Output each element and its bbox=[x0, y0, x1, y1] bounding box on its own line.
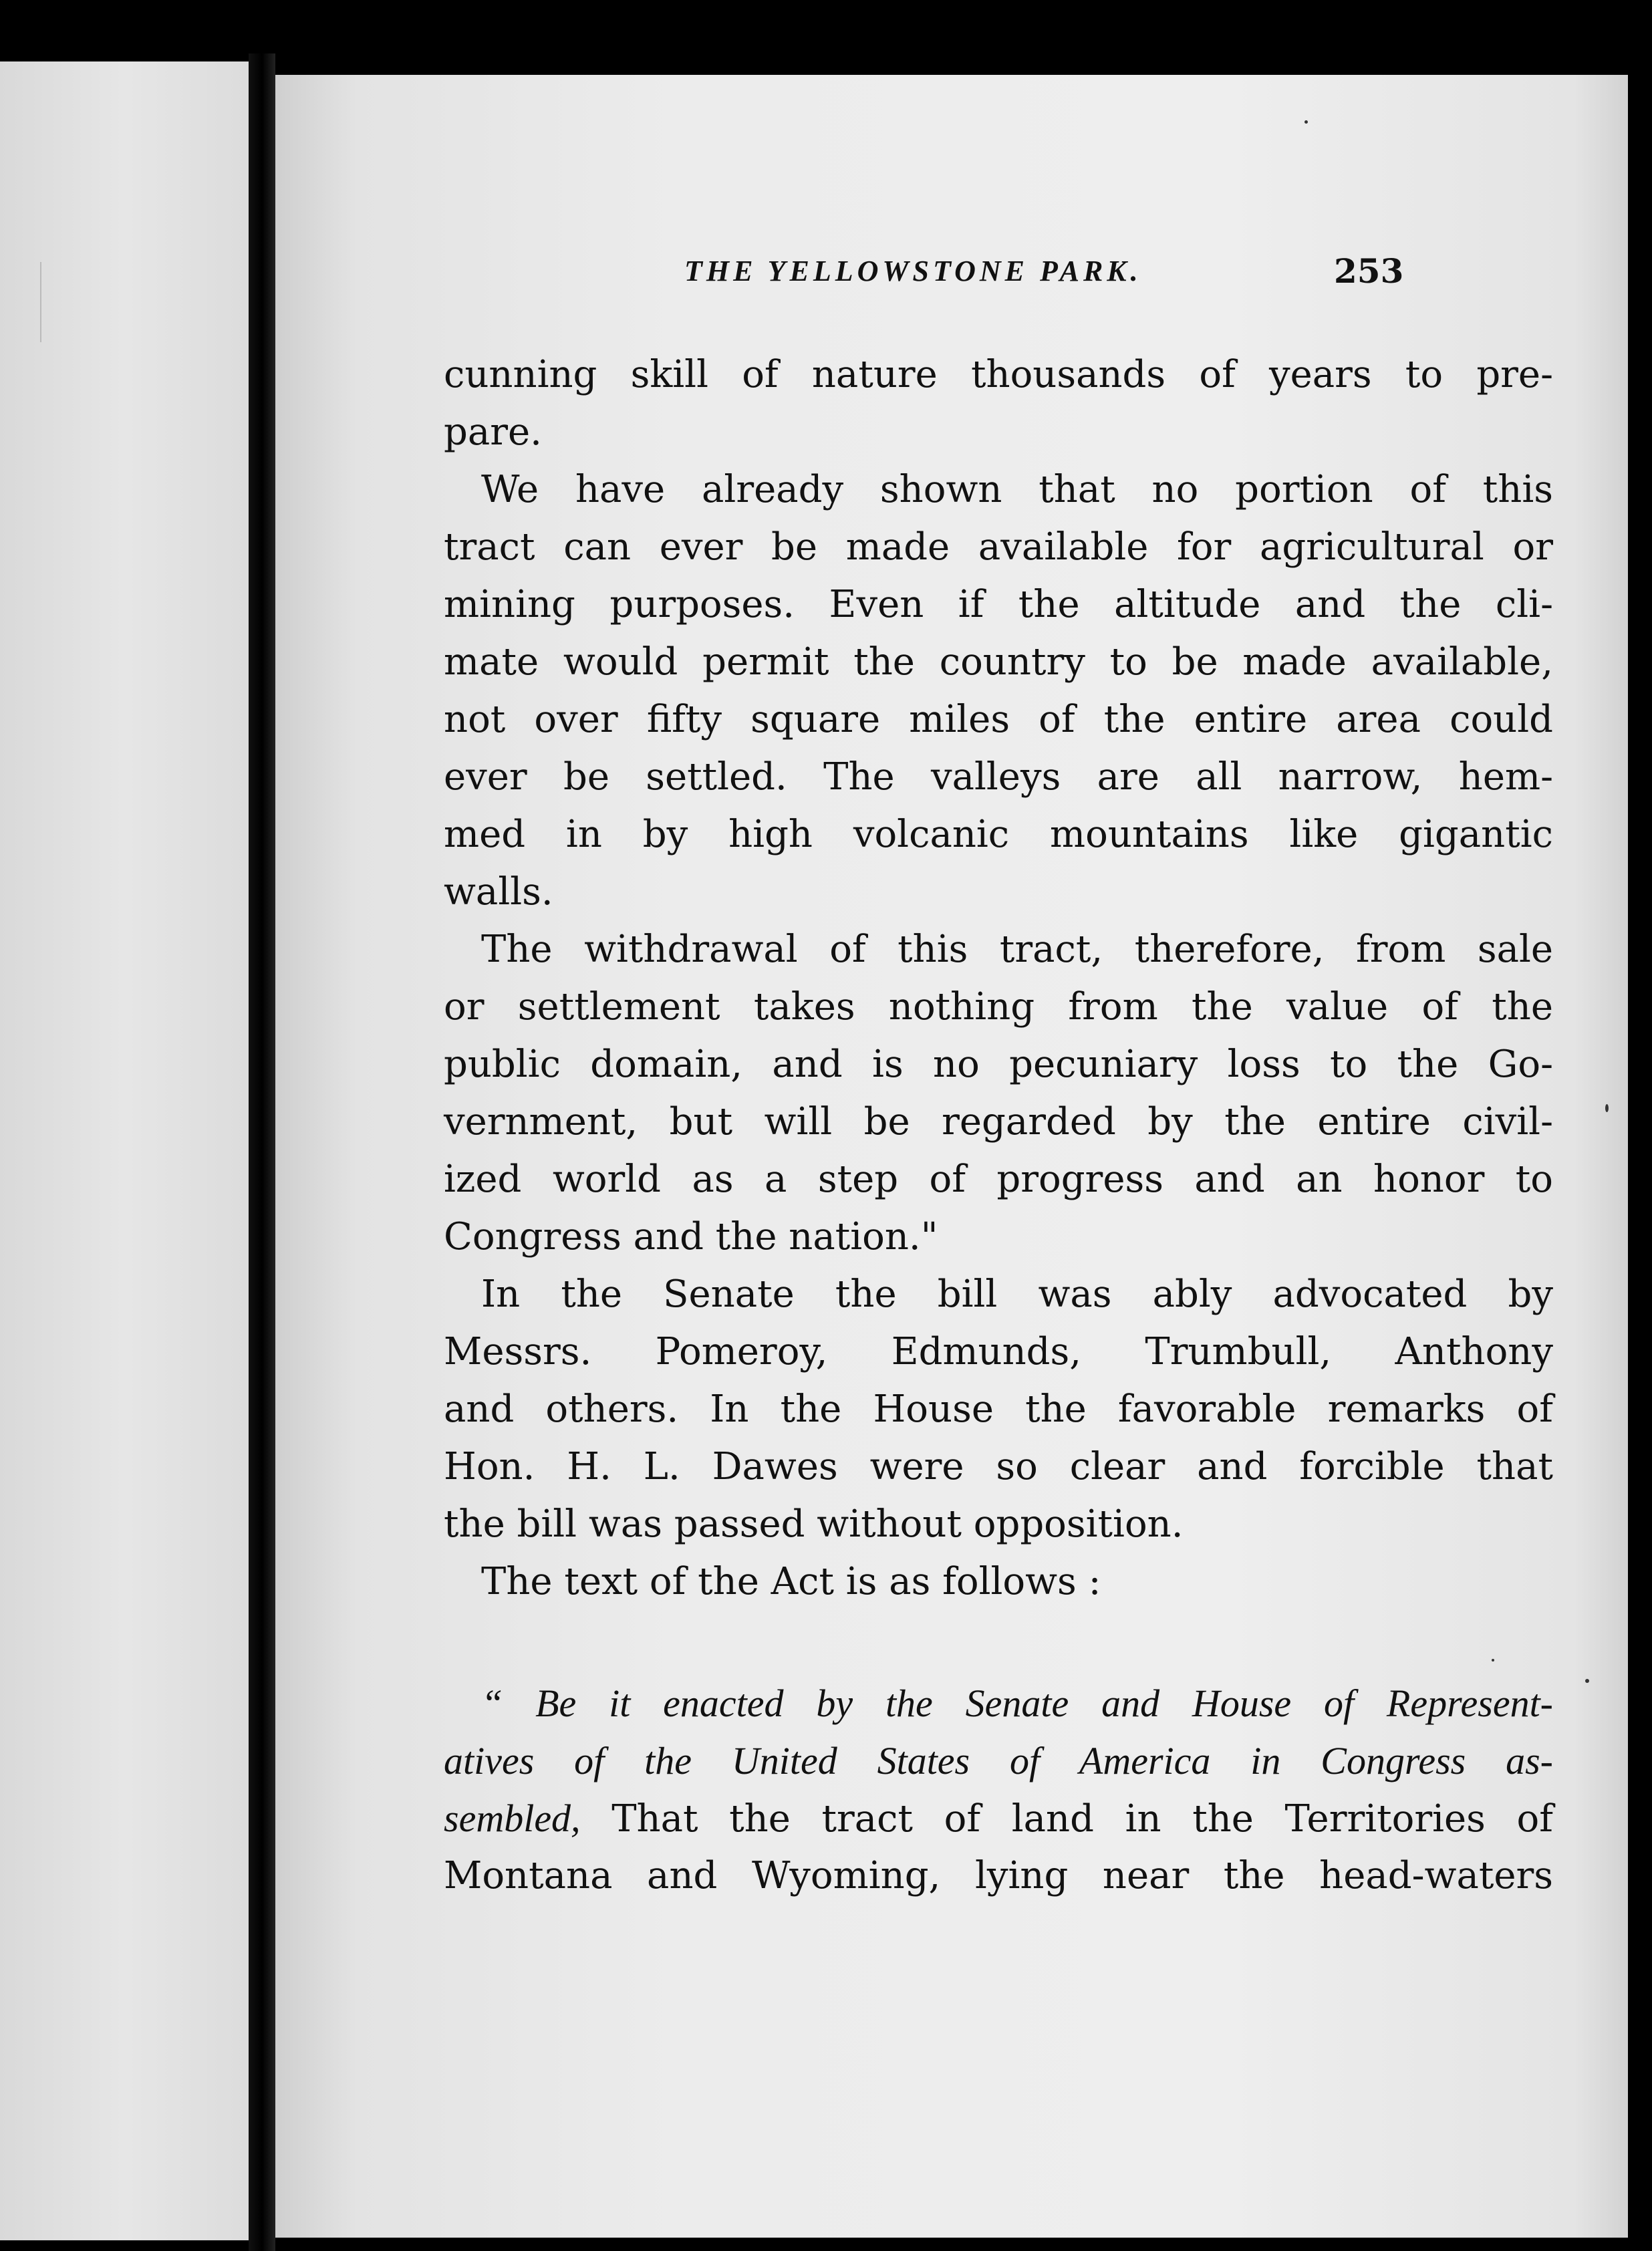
section-gap bbox=[444, 1611, 1553, 1675]
text-line: public domain, and is no pecuniary loss to the Go- bbox=[444, 1043, 1553, 1086]
previous-page-edge bbox=[0, 61, 249, 2240]
text-line: We have already shown that no portion of this bbox=[481, 468, 1553, 511]
text-line: Hon. H. L. Dawes were so clear and forcible that bbox=[444, 1445, 1553, 1488]
text-line: med in by high volcanic mountains like gigantic bbox=[444, 813, 1553, 856]
text-line: ever be settled. The valleys are all narrow, hem- bbox=[444, 755, 1553, 799]
act-line: Montana and Wyoming, lying near the head-waters bbox=[444, 1854, 1553, 1897]
text-line: Congress and the nation." bbox=[444, 1215, 938, 1259]
text-line: The text of the Act is as follows : bbox=[481, 1560, 1101, 1603]
text-line: mate would permit the country to be made available, bbox=[444, 640, 1553, 684]
text-line: walls. bbox=[444, 870, 553, 914]
text-line: The withdrawal of this tract, therefore, from sale bbox=[481, 928, 1553, 971]
act-line: atives of the United States of America in Congress as- bbox=[444, 1739, 1553, 1782]
act-line-italic: sembled, bbox=[444, 1797, 581, 1840]
act-line-roman: That the tract of land in the Territories of bbox=[580, 1797, 1553, 1841]
running-head bbox=[275, 251, 1628, 307]
book-gutter bbox=[249, 53, 275, 2251]
text-line: mining purposes. Even if the altitude and the cli- bbox=[444, 583, 1553, 626]
text-line: the bill was passed without opposition. bbox=[444, 1502, 1184, 1546]
text-line: not over fifty square miles of the entire area could bbox=[444, 698, 1553, 741]
text-line: In the Senate the bill was ably advocated by bbox=[481, 1273, 1553, 1316]
act-line: “ Be it enacted by the Senate and House of Represent- bbox=[481, 1682, 1553, 1725]
text-line: tract can ever be made available for agricultural or bbox=[444, 525, 1553, 569]
text-line: vernment, but will be regarded by the entire civil- bbox=[444, 1100, 1553, 1144]
book-page bbox=[275, 75, 1628, 2238]
text-line: and others. In the House the favorable remarks of bbox=[444, 1387, 1553, 1431]
text-line: pare. bbox=[444, 410, 542, 454]
text-line: or settlement takes nothing from the value of the bbox=[444, 985, 1553, 1029]
act-line bbox=[444, 1790, 1553, 1847]
text-line: ized world as a step of progress and an honor to bbox=[444, 1158, 1553, 1201]
running-title: THE YELLOWSTONE PARK. bbox=[684, 255, 1142, 287]
page-number: 253 bbox=[1334, 251, 1404, 291]
body-text bbox=[444, 346, 1553, 1905]
text-line: Messrs. Pomeroy, Edmunds, Trumbull, Anthony bbox=[444, 1330, 1553, 1373]
text-line: cunning skill of nature thousands of years to pre- bbox=[444, 353, 1553, 396]
